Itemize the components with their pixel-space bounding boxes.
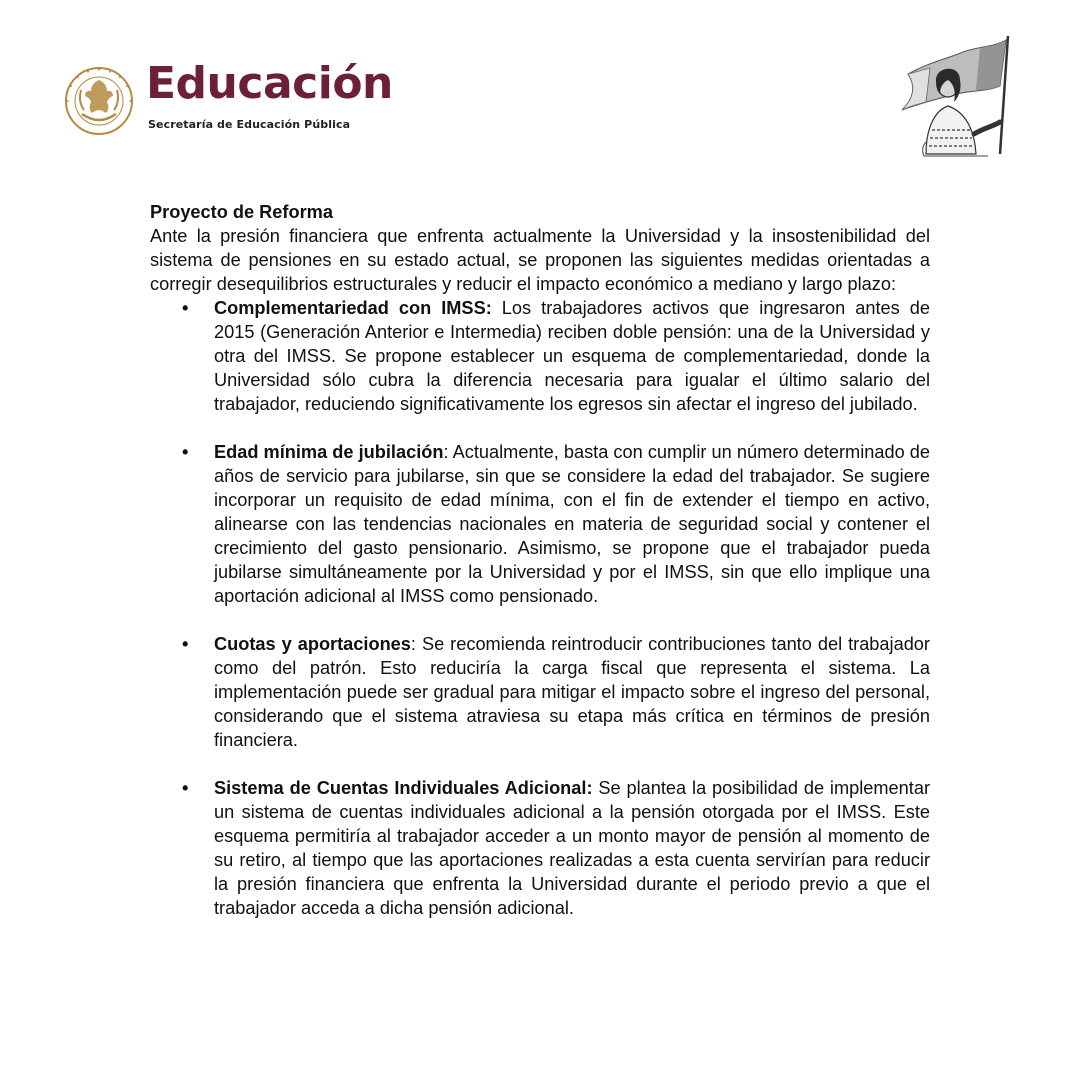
brand-title: Educación	[146, 58, 393, 109]
measures-list	[150, 296, 930, 920]
intro-paragraph: Ante la presión financiera que enfrenta actualmente la Universidad y la insostenibilidad del sistema de pensiones en su estado actual, se proponen las siguientes medidas orientadas a corregir desequilibrios estructurales y reducir el impacto económico a mediano y largo plazo:	[150, 226, 930, 294]
measure-text: : Actualmente, basta con cumplir un número determinado de años de servicio para jubilarse, sin que se considere la edad del trabajador. Se sugiere incorporar un requisito de edad mínima, con el fin de extender el tiempo en activo, alinearse con las tendencias nacionales en materia de seguridad social y contener el crecimiento del gasto pensionario. Asimismo, se propone que el trabajador pueda jubilarse simultáneamente por la Universidad y por el IMSS, sin que ello implique una aportación adicional al IMSS como pensionado.	[214, 442, 930, 606]
measure-text: : Se recomienda reintroducir contribuciones tanto del trabajador como del patrón. Esto reduciría la carga fiscal que representa el sistema. La implementación puede ser gradual para mitigar el impacto sobre el ingreso del personal, considerando que el sistema atraviesa su etapa más crítica en términos de presión financiera.	[214, 634, 930, 750]
list-item	[150, 296, 930, 416]
bullet-icon: •	[182, 634, 189, 654]
woman-with-flag-illustration	[896, 34, 1016, 158]
national-seal-icon	[64, 66, 134, 136]
document-body	[150, 200, 930, 944]
document-title: Proyecto de Reforma	[150, 202, 333, 222]
bullet-icon: •	[182, 778, 189, 798]
list-item	[150, 632, 930, 752]
measure-term: Sistema de Cuentas Individuales Adicional:	[214, 778, 593, 798]
brand-subtitle: Secretaría de Educación Pública	[148, 118, 351, 131]
measure-term: Complementariedad con IMSS:	[214, 298, 492, 318]
list-item	[150, 776, 930, 920]
list-item	[150, 440, 930, 608]
bullet-icon: •	[182, 442, 189, 462]
measure-term: Edad mínima de jubilación	[214, 442, 444, 462]
measure-text: Los trabajadores activos que ingresaron antes de 2015 (Generación Anterior e Intermedia) reciben doble pensión: una de la Universidad y otra del IMSS. Se propone establecer un esquema de complementariedad, donde la Universidad sólo cubra la diferencia necesaria para igualar el último salario del trabajador, reduciendo significativamente los egresos sin afectar el ingreso del jubilado.	[214, 298, 930, 414]
bullet-icon: •	[182, 298, 189, 318]
measure-text: Se plantea la posibilidad de implementar un sistema de cuentas individuales adicional a la pensión otorgada por el IMSS. Este esquema permitiría al trabajador acceder a un monto mayor de pensión al momento de su retiro, al tiempo que las aportaciones realizadas a esta cuenta servirían para reducir la presión financiera que enfrenta la Universidad durante el periodo previo a que el trabajador acceda a dicha pensión adicional.	[214, 778, 931, 918]
letterhead	[0, 0, 1080, 170]
measure-term: Cuotas y aportaciones	[214, 634, 411, 654]
